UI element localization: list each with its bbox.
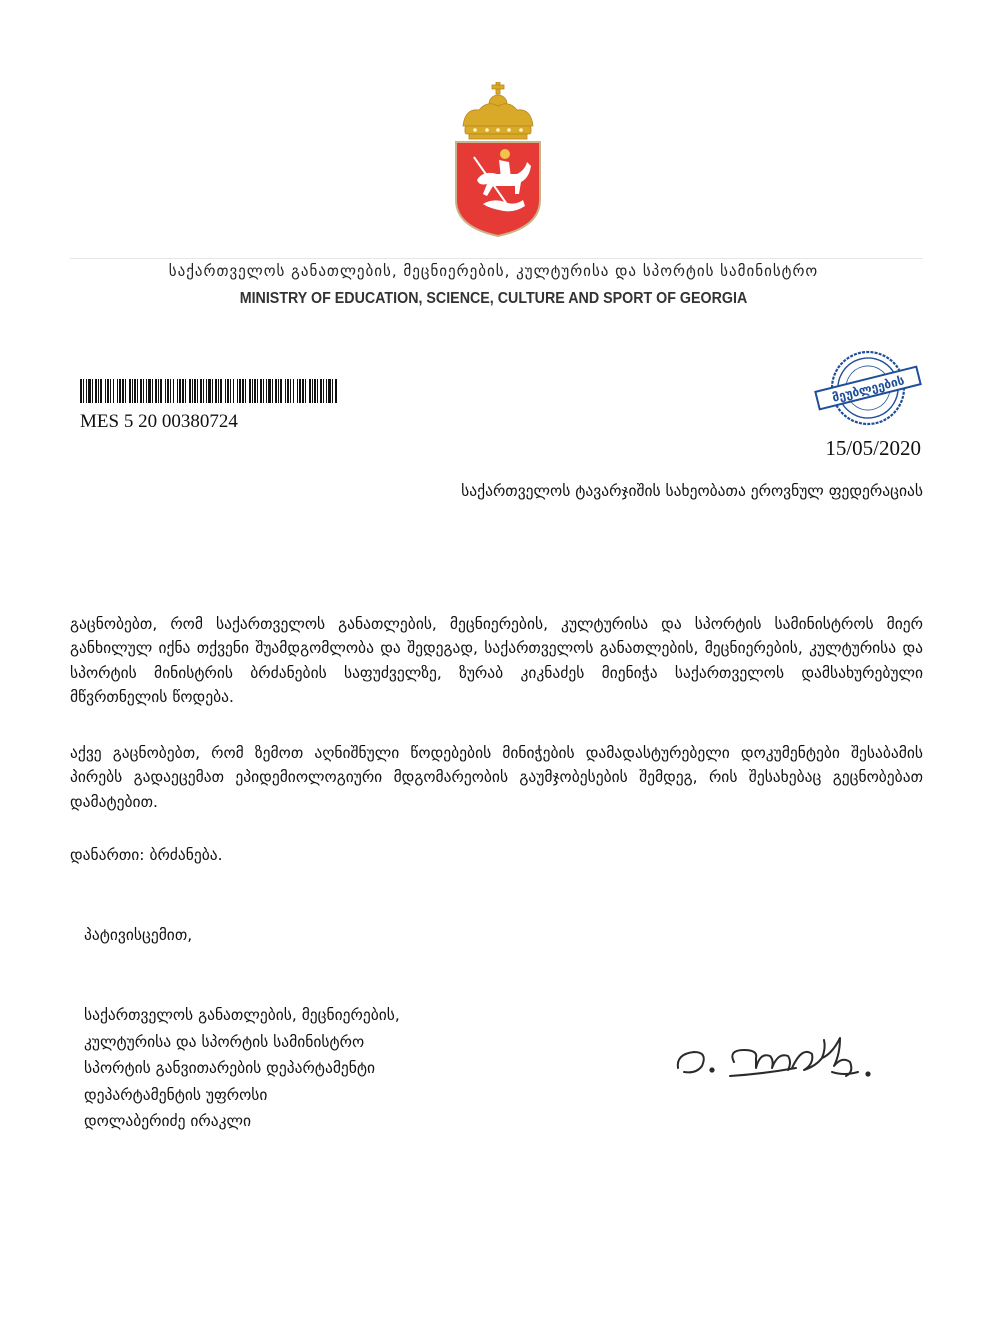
recipient-line: საქართველოს ტავარჯიშის სახეობათა ეროვნულ ფედერაციას — [461, 482, 923, 500]
document-number: MES 5 20 00380724 — [80, 411, 238, 432]
georgia-coat-of-arms-icon — [453, 82, 543, 237]
signatory-name: დოლაბერიძე ირაკლი — [84, 1112, 252, 1130]
handwritten-signature-icon — [672, 1028, 886, 1096]
signatory-line: კულტურისა და სპორტის სამინისტრო — [84, 1032, 365, 1051]
signatory-line: სპორტის განვითარების დეპარტამენტი — [84, 1059, 376, 1077]
closing-regards: პატივისცემით, — [84, 926, 193, 944]
signatory-line: საქართველოს განათლების, მეცნიერების, — [84, 1006, 400, 1024]
signatory-line: დეპარტამენტის უფროსი — [84, 1085, 268, 1104]
ministry-name-english: MINISTRY OF EDUCATION, SCIENCE, CULTURE AND SPORT OF GEORGIA — [239, 290, 748, 307]
stamp-text: მეუბლეების — [830, 373, 906, 405]
verified-stamp-icon — [812, 347, 924, 429]
barcode-icon — [80, 379, 338, 403]
letter-date: 15/05/2020 — [825, 436, 921, 460]
ministry-name-georgian: საქართველოს განათლების, მეცნიერების, კულტურისა და სპორტის სამინისტრო — [168, 262, 819, 280]
attachment-note: დანართი: ბრძანება. — [70, 846, 223, 864]
body-paragraph-2: აქვე გაცნობებთ, რომ ზემოთ აღნიშნული წოდებების მინიჭების დამადასტურებელი დოკუმენტები შესაბამის პირებს გადაეცემათ ეპიდემიოლოგიური მდგომარეობის გაუმჯობესების შემდეგ, რის შესახებაც გეცნობებათ დამატებით. — [70, 744, 923, 811]
header-divider — [70, 258, 923, 259]
signatory-block — [84, 1002, 400, 1135]
body-paragraph-1: გაცნობებთ, რომ საქართველოს განათლების, მეცნიერების, კულტურისა და სპორტის სამინისტროს მიერ განხილულ იქნა თქვენი შუამდგომლობა და შედეგად, საქართველოს განათლების, მეცნიერების, კულტურისა და სპორტის მინისტრის ბრძანების საფუძველზე, ზურაბ კიკნაძეს მიენიჭა საქართველოს დამსახურებული მწვრთნელის წოდება. — [70, 615, 923, 706]
